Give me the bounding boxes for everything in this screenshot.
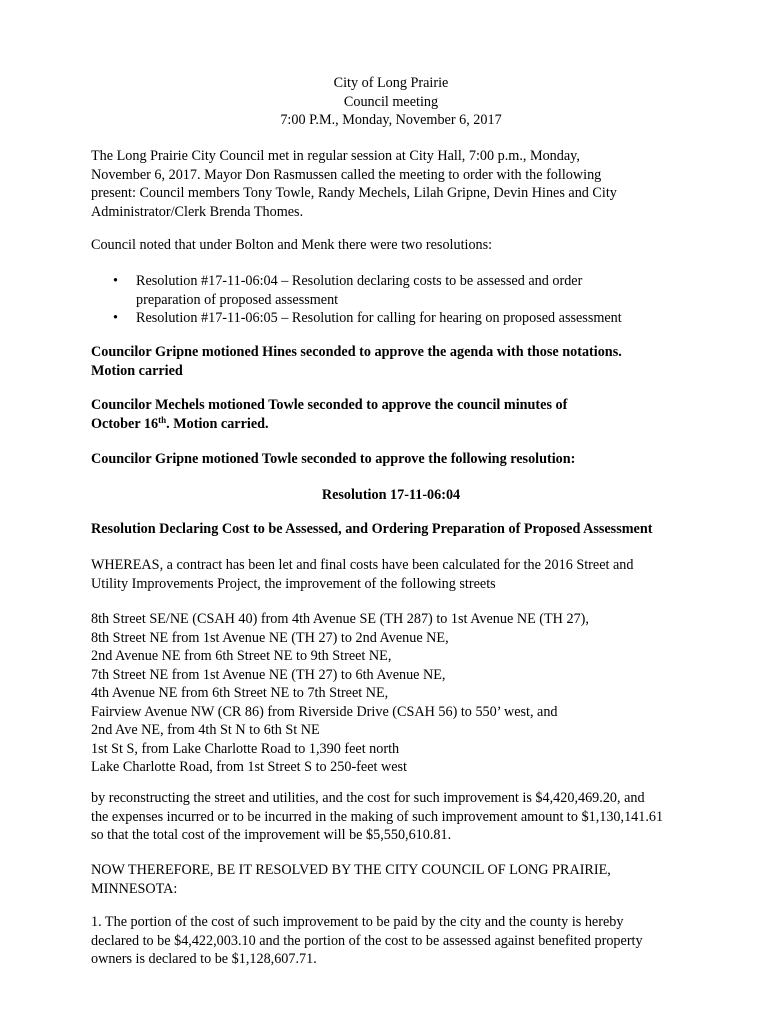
resolved-paragraph (91, 861, 691, 898)
resolution-number-text: Resolution 17-11-06:04 (321, 487, 461, 503)
motion-minutes-line: Councilor Mechels motioned Towle seconded to approve the council minutes of (91, 397, 568, 413)
street-line: 8th Street NE from 1st Avenue NE (TH 27) to 2nd Avenue NE, (91, 629, 449, 646)
resolved-line: NOW THEREFORE, BE IT RESOLVED BY THE CITY COUNCIL OF LONG PRAIRIE, (91, 862, 611, 878)
item-line: owners is declared to be $1,128,607.71. (91, 951, 317, 967)
council-note (91, 236, 691, 255)
resolved-line: MINNESOTA: (91, 880, 178, 897)
intro-line: Administrator/Clerk Brenda Thomes. (91, 203, 304, 220)
council-note-text: Council noted that under Bolton and Menk there were two resolutions: (91, 237, 493, 253)
resolution-item-1 (91, 913, 691, 969)
street-line: 4th Avenue NE from 6th Street NE to 7th Street NE, (91, 685, 389, 701)
street-line: 1st St S, from Lake Charlotte Road to 1,390 feet north (91, 740, 400, 757)
resolutions-list (91, 272, 691, 328)
intro-line: present: Council members Tony Towle, Randy Mechels, Lilah Gripne, Devin Hines and City (91, 185, 617, 201)
list-item (91, 309, 691, 328)
header-meeting: Council meeting (343, 93, 439, 110)
whereas-line: WHEREAS, a contract has been let and final costs have been calculated for the 2016 Street and (91, 557, 634, 573)
motion-minutes-line (91, 415, 691, 434)
resolution-number (91, 486, 691, 505)
intro-line: The Long Prairie City Council met in regular session at City Hall, 7:00 p.m., Monday, (91, 148, 580, 164)
whereas-paragraph (91, 556, 691, 593)
list-item (91, 272, 691, 309)
street-line: 2nd Ave NE, from 4th St N to 6th St NE (91, 722, 320, 738)
header-city: City of Long Prairie (333, 75, 449, 91)
cost-paragraph (91, 789, 691, 845)
item-line: declared to be $4,422,003.10 and the portion of the cost to be assessed against benefited property (91, 932, 643, 949)
bullet-icon: • (113, 310, 118, 326)
motion-agenda (91, 343, 691, 380)
document-header (91, 74, 691, 130)
whereas-line: Utility Improvements Project, the improvement of the following streets (91, 575, 496, 592)
cost-line: the expenses incurred or to be incurred in the making of such improvement amount to $1,130,141.61 (91, 808, 664, 825)
motion-resolution-text: Councilor Gripne motioned Towle seconded to approve the following resolution: (91, 451, 576, 467)
header-datetime: 7:00 P.M., Monday, November 6, 2017 (280, 112, 502, 128)
street-line: 8th Street SE/NE (CSAH 40) from 4th Avenue SE (TH 287) to 1st Avenue NE (TH 27), (91, 611, 589, 627)
street-line: 2nd Avenue NE from 6th Street NE to 9th Street NE, (91, 648, 392, 664)
list-item-text: preparation of proposed assessment (136, 291, 339, 308)
resolution-title (91, 520, 711, 539)
motion-minutes-date: October 16 (91, 415, 159, 432)
cost-line: so that the total cost of the improvement will be $5,550,610.81. (91, 827, 452, 843)
cost-line: by reconstructing the street and utilities, and the cost for such improvement is $4,420,469.20, and (91, 790, 645, 806)
motion-minutes (91, 396, 691, 433)
bullet-icon: • (113, 273, 118, 289)
streets-list (91, 610, 691, 777)
list-item-text: Resolution #17-11-06:04 – Resolution declaring costs to be assessed and order (136, 273, 583, 289)
motion-agenda-line: Councilor Gripne motioned Hines seconded to approve the agenda with those notations. (91, 344, 622, 360)
intro-line: November 6, 2017. Mayor Don Rasmussen called the meeting to order with the following (91, 166, 602, 183)
list-item-text: Resolution #17-11-06:05 – Resolution for calling for hearing on proposed assessment (136, 310, 622, 326)
motion-resolution (91, 450, 691, 469)
resolution-title-text: Resolution Declaring Cost to be Assessed, and Ordering Preparation of Proposed Assessment (91, 521, 653, 537)
street-line: 7th Street NE from 1st Avenue NE (TH 27) to 6th Avenue NE, (91, 666, 446, 683)
intro-paragraph (91, 147, 691, 221)
street-line: Fairview Avenue NW (CR 86) from Riverside Drive (CSAH 56) to 550’ west, and (91, 703, 558, 720)
motion-agenda-line: Motion carried (91, 362, 183, 379)
ordinal-suffix: th (158, 414, 167, 425)
street-line: Lake Charlotte Road, from 1st Street S to 250-feet west (91, 759, 407, 775)
item-line: 1. The portion of the cost of such improvement to be paid by the city and the county is hereby (91, 914, 624, 930)
motion-minutes-result: . Motion carried. (166, 415, 269, 432)
